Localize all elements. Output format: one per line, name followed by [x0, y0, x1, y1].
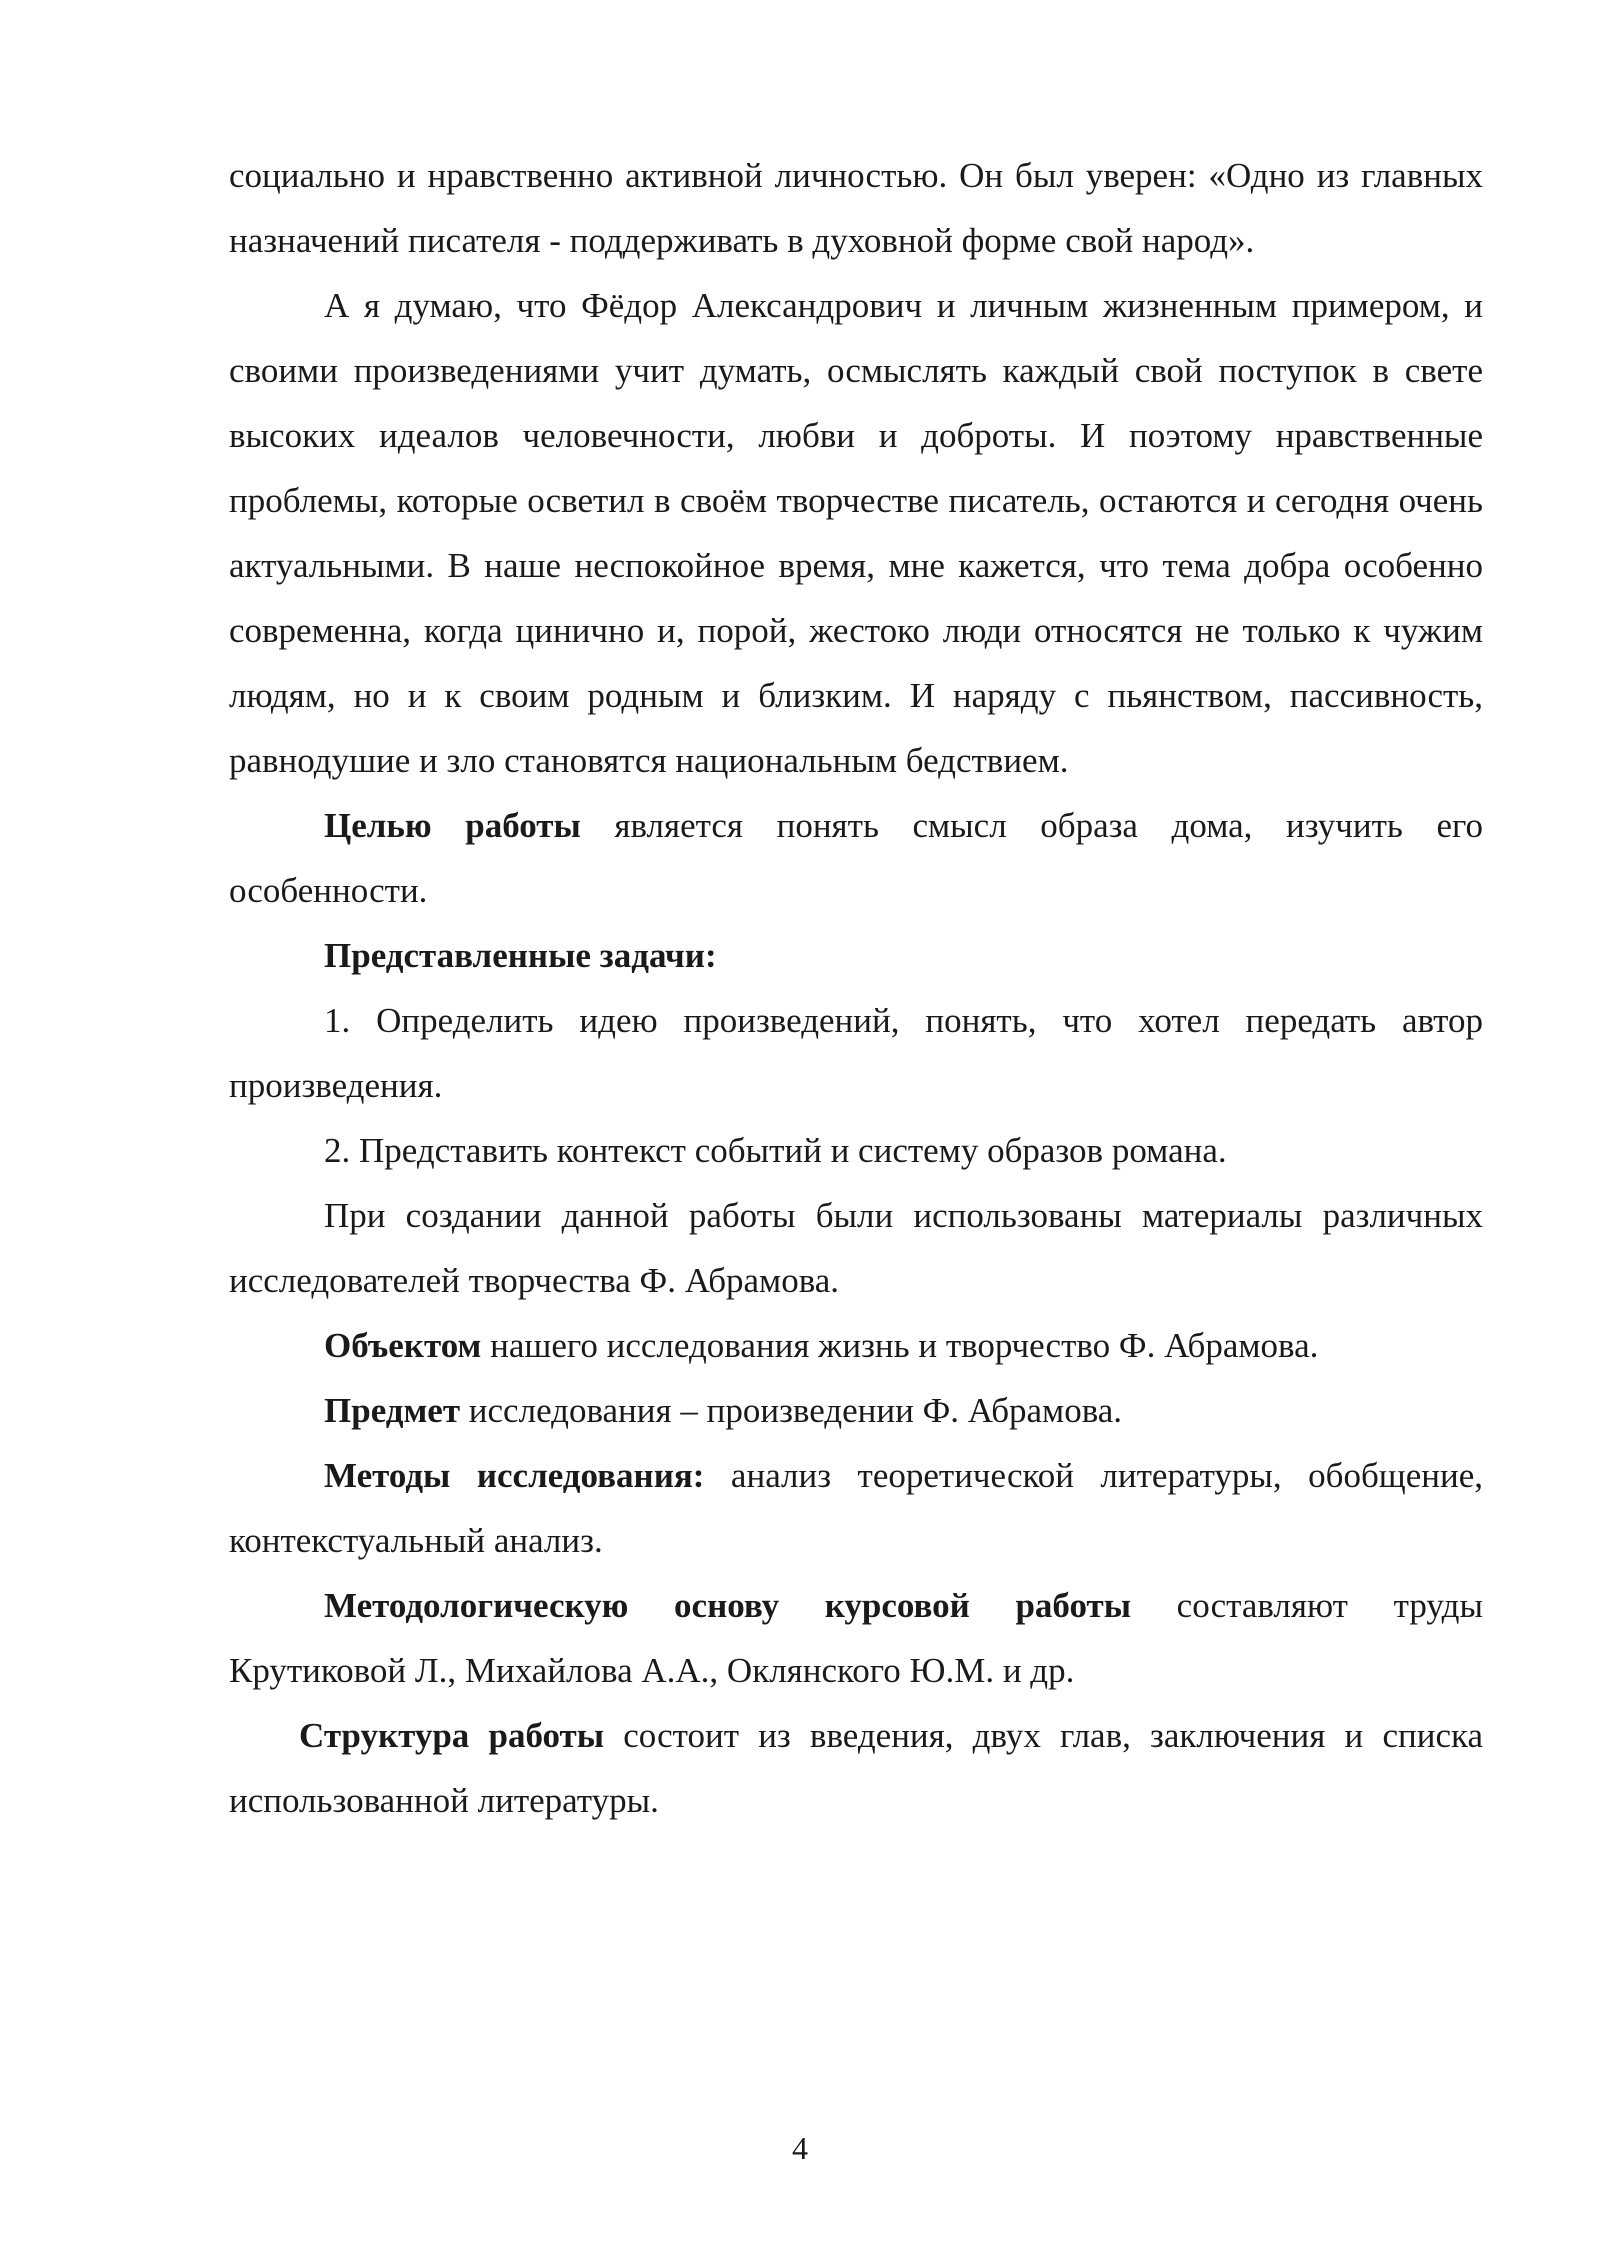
paragraph-text: 2. Представить контекст событий и систему образов романа. — [324, 1131, 1227, 1170]
paragraph-goal — [229, 793, 1483, 923]
paragraph-methods — [229, 1443, 1483, 1573]
paragraph-text: нашего исследования жизнь и творчество Ф. Абрамова. — [481, 1326, 1319, 1365]
paragraph-tasks-heading — [229, 923, 1483, 988]
paragraph-task-1 — [229, 988, 1483, 1118]
paragraph-text: составляют труды Крутиковой Л., Михайлова А.А., Оклянского Ю.М. и др. — [229, 1586, 1483, 1690]
object-heading: Объектом — [324, 1326, 482, 1365]
paragraph-subject — [229, 1378, 1483, 1443]
paragraph-materials — [229, 1183, 1483, 1313]
paragraph-text: анализ теоретической литературы, обобщение, контекстуальный анализ. — [229, 1456, 1484, 1560]
paragraph-2 — [229, 273, 1483, 793]
page-number: 4 — [792, 2130, 808, 2166]
structure-heading: Структура работы — [299, 1716, 605, 1755]
methods-heading: Методы исследования: — [324, 1456, 705, 1495]
paragraph-text: 1. Определить идею произведений, понять, что хотел передать автор произведения. — [229, 1001, 1483, 1105]
paragraph-structure — [229, 1703, 1483, 1833]
paragraph-task-2 — [229, 1118, 1483, 1183]
body-text — [229, 143, 1483, 1833]
tasks-heading: Представленные задачи: — [324, 936, 717, 975]
paragraph-text: При создании данной работы были использованы материалы различных исследователей творчества Ф. Абрамова. — [229, 1196, 1483, 1300]
paragraph-text: социально и нравственно активной личностью. Он был уверен: «Одно из главных назначений писателя - поддерживать в духовной форме свой народ». — [229, 156, 1483, 260]
paragraph-methodology — [229, 1573, 1483, 1703]
methodology-heading: Методологическую основу курсовой работы — [324, 1586, 1132, 1625]
paragraph-text: исследования – произведении Ф. Абрамова. — [460, 1391, 1123, 1430]
paragraph-object — [229, 1313, 1483, 1378]
paragraph-text: является понять смысл образа дома, изучить его особенности. — [229, 806, 1483, 910]
paragraph-text: А я думаю, что Фёдор Александрович и личным жизненным примером, и своими произведениями учит думать, осмыслять каждый свой поступок в свете высоких идеалов человечности, любви и доброты. И поэтому нравственные проблемы, которые осветил в своём творчестве писатель, остаются и сегодня очень актуальными. В наше неспокойное время, мне кажется, что тема добра особенно современна, когда цинично и, порой, жестоко люди относятся не только к чужим людям, но и к своим родным и близким. И наряду с пьянством, пассивность, равнодушие и зло становятся национальным бедствием. — [229, 286, 1483, 780]
goal-heading: Целью работы — [324, 806, 581, 845]
paragraph-1 — [229, 143, 1483, 273]
subject-heading: Предмет — [324, 1391, 461, 1430]
paragraph-text: состоит из введения, двух глав, заключения и списка использованной литературы. — [229, 1716, 1483, 1820]
